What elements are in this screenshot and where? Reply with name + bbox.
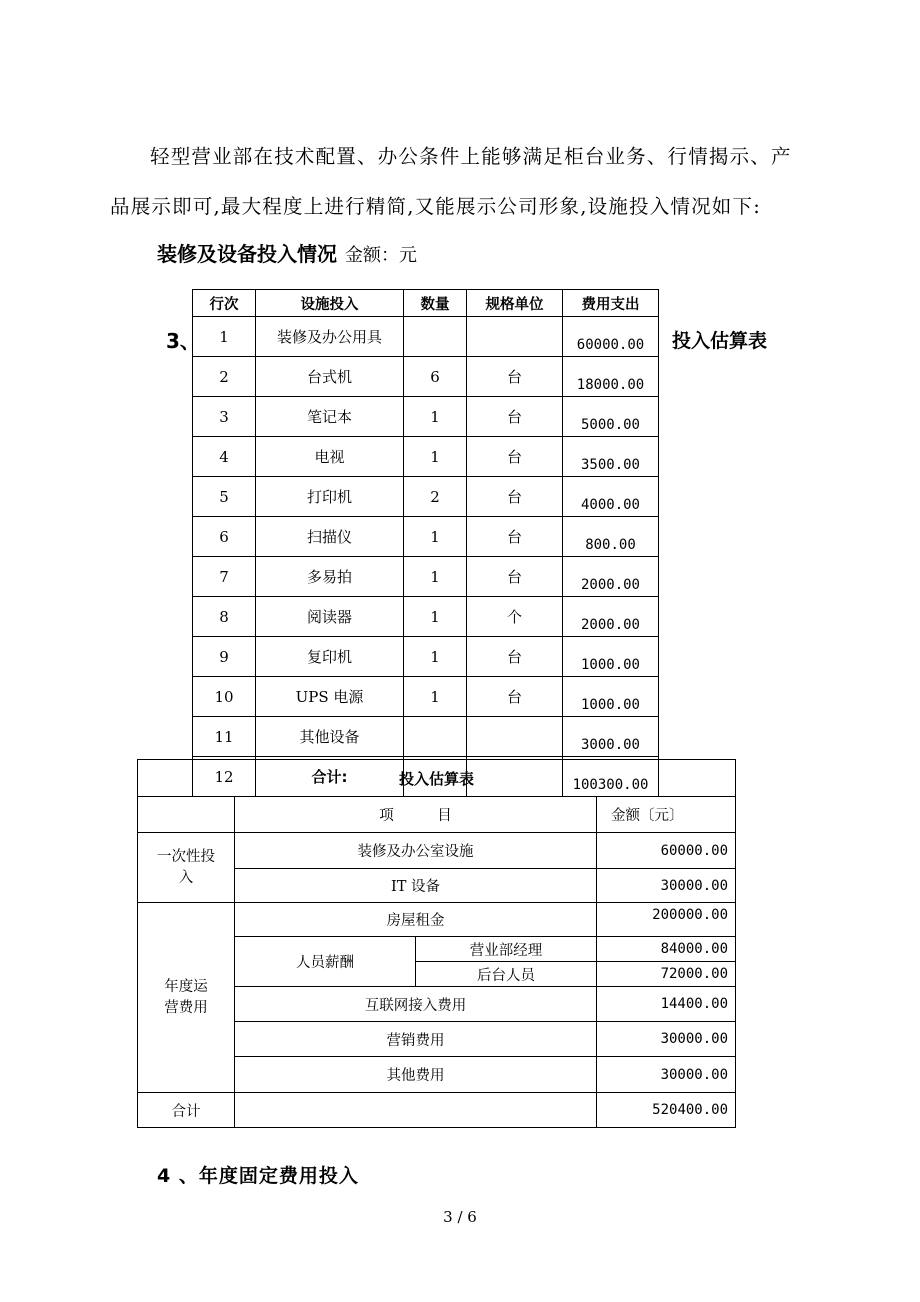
estimate-table-caption: 投入估算表	[138, 760, 736, 797]
estimate-amount: 14400.00	[597, 987, 736, 1022]
row-number: 6	[193, 517, 256, 557]
section3-title: 投入估算表	[672, 330, 768, 352]
total-blank	[235, 1093, 597, 1128]
estimate-item: 营销费用	[235, 1022, 597, 1057]
item-quantity: 1	[404, 677, 467, 717]
page-number: 3 / 6	[443, 1208, 477, 1226]
header-cell: 设施投入	[256, 290, 404, 317]
item-unit: 台	[467, 677, 563, 717]
row-number: 9	[193, 637, 256, 677]
item-quantity: 1	[404, 597, 467, 637]
item-unit: 台	[467, 437, 563, 477]
item-unit: 台	[467, 637, 563, 677]
salary-label: 人员薪酬	[235, 937, 416, 987]
item-quantity: 1	[404, 637, 467, 677]
annual-label-text: 年度运营费用	[164, 978, 208, 1016]
intro-paragraph	[110, 132, 828, 232]
row-number: 2	[193, 357, 256, 397]
equipment-table	[192, 289, 659, 797]
item-unit	[467, 717, 563, 757]
item-name: 多易拍	[256, 557, 404, 597]
item-cost: 5000.00	[563, 397, 659, 437]
table-row	[193, 597, 659, 637]
header-amount: 金额〔元〕	[597, 797, 736, 833]
table-row	[193, 477, 659, 517]
item-unit: 台	[467, 557, 563, 597]
estimate-item: 互联网接入费用	[235, 987, 597, 1022]
item-name: UPS 电源	[256, 677, 404, 717]
item-quantity: 1	[404, 437, 467, 477]
table-row	[193, 637, 659, 677]
section4-title: 4 、年度固定费用投入	[157, 1165, 359, 1187]
estimate-table	[137, 759, 736, 1128]
estimate-amount: 72000.00	[597, 962, 736, 987]
item-quantity: 6	[404, 357, 467, 397]
item-unit: 个	[467, 597, 563, 637]
row-number: 4	[193, 437, 256, 477]
row-number: 1	[193, 317, 256, 357]
item-name: 装修及办公用具	[256, 317, 404, 357]
section3-number: 3、	[166, 329, 200, 353]
item-cost: 1000.00	[563, 637, 659, 677]
annual-label	[138, 903, 235, 1093]
equipment-heading	[157, 238, 417, 267]
item-cost: 3500.00	[563, 437, 659, 477]
estimate-item: 房屋租金	[235, 903, 597, 937]
header-cell: 费用支出	[563, 290, 659, 317]
estimate-item: IT 设备	[235, 869, 597, 903]
estimate-amount: 30000.00	[597, 869, 736, 903]
item-name: 阅读器	[256, 597, 404, 637]
equipment-heading-title: 装修及设备投入情况	[157, 242, 337, 266]
item-cost: 3000.00	[563, 717, 659, 757]
total-label: 合计:	[256, 757, 404, 797]
item-name: 打印机	[256, 477, 404, 517]
item-cost: 18000.00	[563, 357, 659, 397]
row-number: 5	[193, 477, 256, 517]
estimate-subitem: 后台人员	[416, 962, 597, 987]
estimate-item: 装修及办公室设施	[235, 833, 597, 869]
item-unit: 台	[467, 477, 563, 517]
estimate-amount: 84000.00	[597, 937, 736, 962]
total-cost: 100300.00	[563, 757, 659, 797]
item-cost: 2000.00	[563, 597, 659, 637]
item-cost: 800.00	[563, 517, 659, 557]
item-cost: 4000.00	[563, 477, 659, 517]
item-unit: 台	[467, 517, 563, 557]
item-cost: 2000.00	[563, 557, 659, 597]
one-time-label-text: 一次性投入	[157, 848, 215, 886]
item-name: 电视	[256, 437, 404, 477]
total-amount: 520400.00	[597, 1093, 736, 1128]
equipment-heading-unit: 金额：元	[345, 245, 417, 266]
header-cell: 行次	[193, 290, 256, 317]
item-unit: 台	[467, 357, 563, 397]
table-row	[193, 317, 659, 357]
table-row	[193, 517, 659, 557]
item-quantity: 1	[404, 517, 467, 557]
estimate-amount: 30000.00	[597, 1057, 736, 1093]
header-cell: 数量	[404, 290, 467, 317]
table-row	[193, 397, 659, 437]
estimate-subitem: 营业部经理	[416, 937, 597, 962]
item-name: 其他设备	[256, 717, 404, 757]
one-time-label	[138, 833, 235, 903]
item-quantity: 1	[404, 397, 467, 437]
row-number: 11	[193, 717, 256, 757]
intro-line-1: 轻型营业部在技术配置、办公条件上能够满足柜台业务、行情揭示、产	[150, 145, 792, 168]
item-name: 复印机	[256, 637, 404, 677]
table-row	[193, 437, 659, 477]
table-row	[193, 677, 659, 717]
item-name: 笔记本	[256, 397, 404, 437]
table-row	[193, 357, 659, 397]
table-row	[193, 717, 659, 757]
row-number: 10	[193, 677, 256, 717]
item-quantity	[404, 717, 467, 757]
row-number: 7	[193, 557, 256, 597]
item-unit: 台	[467, 397, 563, 437]
row-number: 8	[193, 597, 256, 637]
header-cell: 规格单位	[467, 290, 563, 317]
total-label: 合计	[138, 1093, 235, 1128]
item-quantity	[404, 317, 467, 357]
item-cost: 60000.00	[563, 317, 659, 357]
estimate-amount: 30000.00	[597, 1022, 736, 1057]
equipment-table-header	[193, 290, 659, 317]
item-cost: 1000.00	[563, 677, 659, 717]
header-blank	[138, 797, 235, 833]
row-number: 12	[193, 757, 256, 797]
row-number: 3	[193, 397, 256, 437]
header-item: 项 目	[235, 797, 597, 833]
table-row	[193, 557, 659, 597]
item-name: 台式机	[256, 357, 404, 397]
item-quantity: 2	[404, 477, 467, 517]
item-unit	[467, 317, 563, 357]
item-name: 扫描仪	[256, 517, 404, 557]
intro-line-2: 品展示即可,最大程度上进行精简,又能展示公司形象,设施投入情况如下:	[110, 195, 761, 218]
estimate-amount: 60000.00	[597, 833, 736, 869]
estimate-item: 其他费用	[235, 1057, 597, 1093]
estimate-amount: 200000.00	[597, 903, 736, 937]
item-quantity: 1	[404, 557, 467, 597]
